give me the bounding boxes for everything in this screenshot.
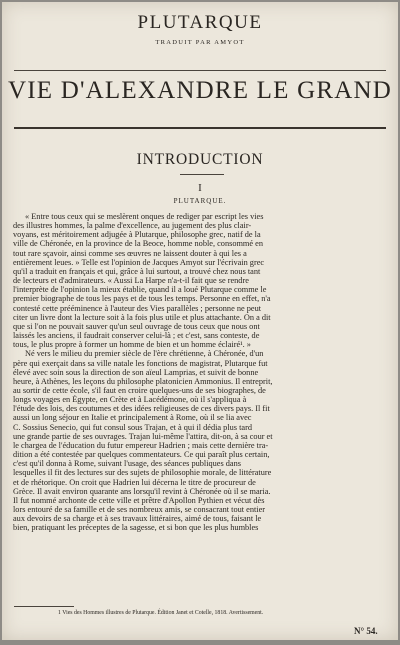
section-heading: INTRODUCTION <box>136 151 264 168</box>
text-line: l'interprète de l'opinion la mieux établie, quand il a loué Plutarque comme le <box>13 285 267 295</box>
text-line: premier biographe de tous les pays et de tous les temps. Personne en effet, n'a <box>13 294 271 304</box>
page-number: N° 54. <box>354 626 378 636</box>
text-line: et de rhétorique. On croit que Hadrien lui décerna le titre de procureur de <box>13 477 256 487</box>
text-line: Il fut nommé archonte de cette ville et prêtre d'Apollon Pythien et vécut dès <box>13 495 265 505</box>
text-line: Grèce. Il avait environ quarante ans lorsqu'il revint à Chéronée où il se maria. <box>13 486 271 496</box>
chapter-title: PLUTARQUE. <box>173 197 227 205</box>
text-line: aussi un long séjour en Italie et principalement à Rome, où il se lia avec <box>13 413 252 423</box>
title-rule-top <box>14 70 386 71</box>
text-line: citer un livre dont la lecture soit à la fois plus utile et plus attachante. On a dit <box>13 312 271 322</box>
text-line: aux devoirs de sa charge et à ses travaux littéraires, aimé de tous, faisant le <box>13 514 262 524</box>
text-line: heure, à Athènes, les leçons du philosophe platonicien Ammonius. Il entreprit, <box>13 376 273 386</box>
text-line: « Entre tous ceux qui se meslèrent onques de rediger par escript les vies <box>25 212 264 221</box>
text-line: entièrement leues. » Telle est l'opinion de Jacques Amyot sur l'écrivain grec <box>13 257 265 267</box>
text-line: contesté cette prééminence à l'auteur des Vies parallèles ; personne ne peut <box>13 303 262 313</box>
text-line: bien, pratiquant les préceptes de la sagesse, et si bon que les plus humbles <box>13 523 259 533</box>
book-page <box>2 2 398 640</box>
text-line: que si l'on ne pouvait sauver qu'un seul ouvrage de tous ceux que nous ont <box>13 321 260 331</box>
title-rule-bottom <box>14 127 386 129</box>
text-line: ville de Chéronée, en la province de la Beoce, homme noble, consommé en <box>13 239 263 249</box>
text-line: au sortir de cette école, s'il faut en croire quelques-uns de ses biographes, de <box>13 385 266 395</box>
text-line: c'est qu'il donna à Rome, suivant l'usage, des séances publiques dans <box>13 459 241 469</box>
footnote-rule <box>14 606 74 607</box>
text-line: dition a été contestée par quelques commentateurs. Ce qui paraît plus certain, <box>13 450 270 460</box>
text-line: tout rare sçavoir, ainsi comme ses œuvres ne laissent douter à qui les a <box>13 248 247 258</box>
text-line: qu'il a traduit en français et qui, grâce à lui surtout, a trouvé chez nous tant <box>13 266 261 276</box>
text-line: de lecteurs et d'admirateurs. « Aussi La Harpe n'a-t-il fait que se rendre <box>13 276 249 286</box>
translator-credit: TRADUIT PAR AMYOT <box>155 39 245 46</box>
section-rule <box>180 174 224 175</box>
text-line: tous, le plus propre à former un homme de bien et un homme éclairé¹. » <box>13 340 251 350</box>
footnote: 1 Vies des Hommes illustres de Plutarque. Édition Janet et Cotelle, 1818. Avertissement. <box>58 610 264 616</box>
text-line: une grande partie de ses ouvrages. Trajan lui-même l'attira, dit-on, à sa cour et <box>13 431 273 441</box>
text-line: laissés les anciens, il faudrait conserver celui-là ; et c'est, sans conteste, de <box>13 331 260 341</box>
text-line: lesquelles il fit des lectures sur des sujets de philosophie morale, de littérature <box>13 468 272 478</box>
text-line: père qui exerçait dans sa ville natale les fonctions de magistrat, Plutarque fut <box>13 358 268 368</box>
text-line: longs voyages en Égypte, en Crète et à Lacédémone, où il s'appliqua à <box>13 395 247 405</box>
text-line: C. Sossius Senecio, qui fut consul sous Trajan, et à qui il dédia plus tard <box>13 422 252 432</box>
chapter-number: I <box>198 182 202 194</box>
text-line: Né vers le milieu du premier siècle de l'ère chrétienne, à Chéronée, d'un <box>25 349 264 359</box>
text-line: élevé avec soin sous la direction de son aïeul Lamprias, et suivit de bonne <box>13 367 259 377</box>
book-title: VIE D'ALEXANDRE LE GRAND <box>8 77 392 104</box>
text-line: lors entouré de sa famille et de ses nombreux amis, se consacrant tout entier <box>13 505 266 514</box>
text-line: le chargea de l'éducation du futur empereur Hadrien ; mais cette dernière tra- <box>13 440 269 450</box>
body-text <box>13 212 391 532</box>
text-line: voyans, est méritoirement adjugée à Plutarque, philosophe grec, natif de la <box>13 230 261 240</box>
text-line: des illustres hommes, la palme d'excellence, au jugement des plus clair- <box>13 221 252 231</box>
text-line: l'étude des lois, des coutumes et des idées religieuses de ces divers pays. Il fit <box>13 404 270 414</box>
author-name: PLUTARQUE <box>137 12 263 33</box>
